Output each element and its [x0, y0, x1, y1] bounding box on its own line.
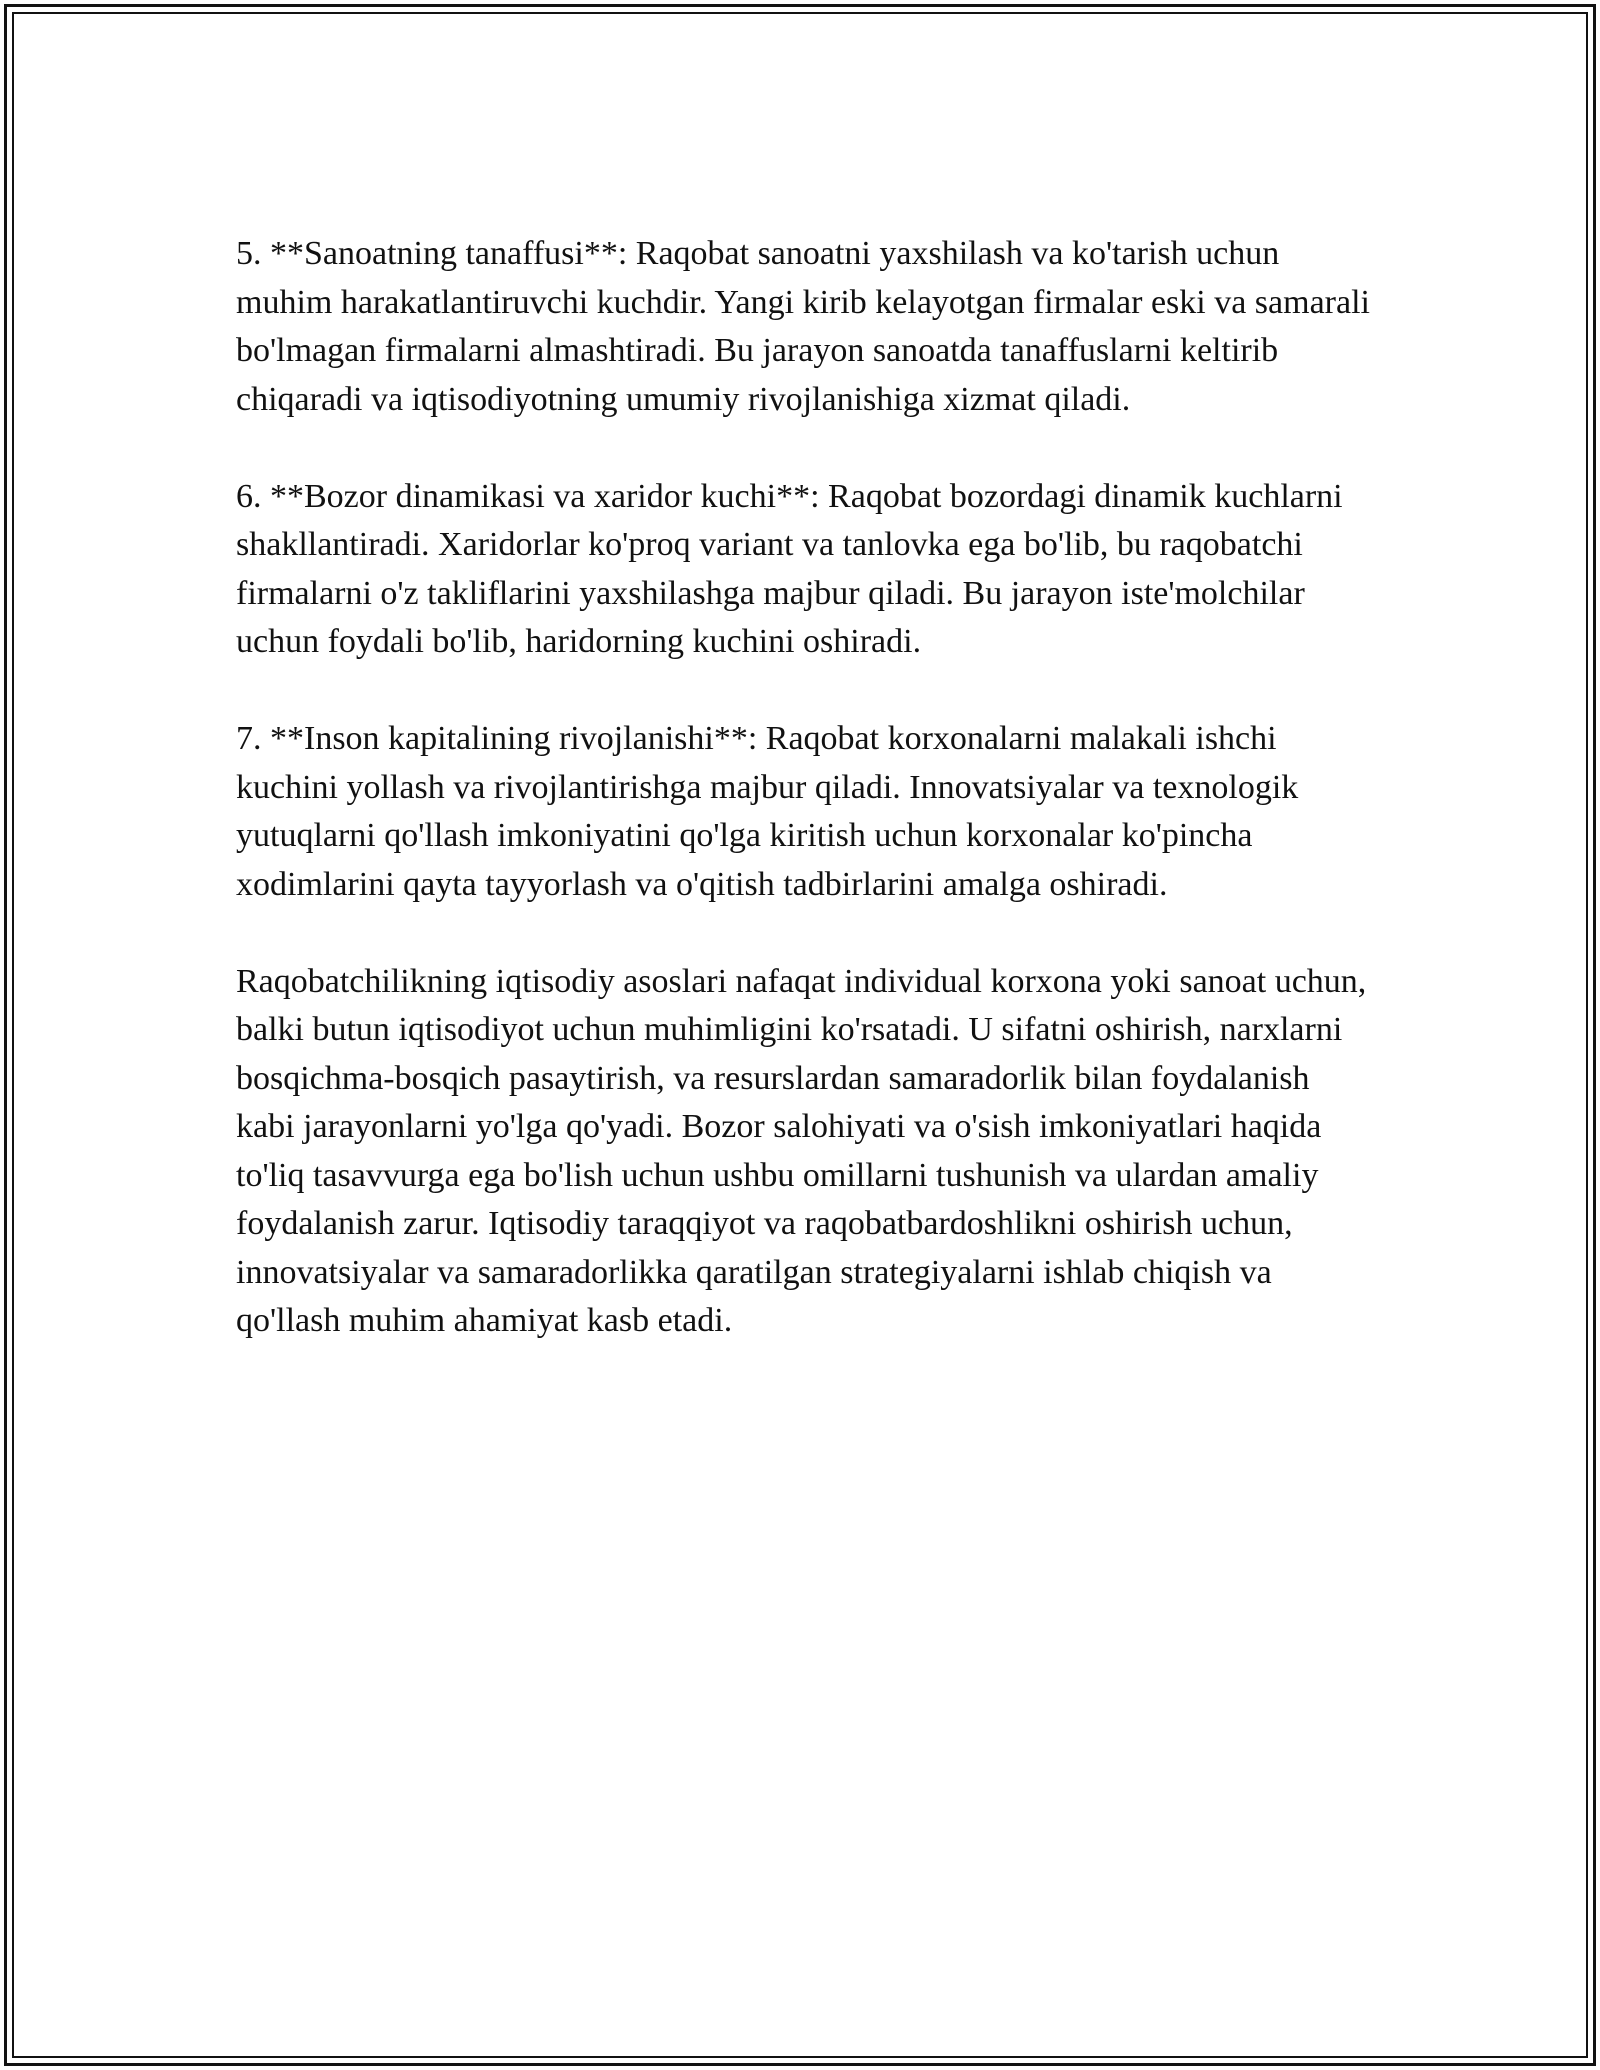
paragraph-inson-kapitali: 7. **Inson kapitalining rivojlanishi**: Raqobat korxonalarni malakali ishchi kuchini yollash va rivojlantirishga majbur qiladi. Innovatsiyalar va texnologik yutuqlarni qo'llash imkoniyatini qo'lga kiritish uchun korxonalar ko'pincha xodimlarini qayta tayyorlash va o'qitish tadbirlarini amalga oshiradi.	[236, 720, 1299, 903]
paragraph-bozor-dinamikasi: 6. **Bozor dinamikasi va xaridor kuchi**: Raqobat bozordagi dinamik kuchlarni shakllantiradi. Xaridorlar ko'proq variant va tanlovka ega bo'lib, bu raqobatchi firmalarni o'z takliflarini yaxshilashga majbur qiladi. Bu jarayon iste'molchilar uchun foydali bo'lib, haridorning kuchini oshiradi.	[236, 477, 1343, 660]
paragraph-sanoatning-tanaffusi: 5. **Sanoatning tanaffusi**: Raqobat sanoatni yaxshilash va ko'tarish uchun muhim harakatlantiruvchi kuchdir. Yangi kirib kelayotgan firmalar eski va samarali bo'lmagan firmalarni almashtiradi. Bu jarayon sanoatda tanaffuslarni keltirib chiqaradi va iqtisodiyotning umumiy rivojlanishiga xizmat qiladi.	[236, 235, 1370, 418]
document-body	[236, 230, 1376, 1346]
paragraph-conclusion: Raqobatchilikning iqtisodiy asoslari nafaqat individual korxona yoki sanoat uchun, balki butun iqtisodiyot uchun muhimligini ko'rsatadi. U sifatni oshirish, narxlarni bosqichma-bosqich pasaytirish, va resurslardan samaradorlik bilan foydalanish kabi jarayonlarni yo'lga qo'yadi. Bozor salohiyati va o'sish imkoniyatlari haqida to'liq tasavvurga ega bo'lish uchun ushbu omillarni tushunish va ulardan amaliy foydalanish zarur. Iqtisodiy taraqqiyot va raqobatbardoshlikni oshirish uchun, innovatsiyalar va samaradorlikka qaratilgan strategiyalarni ishlab chiqish va qo'llash muhim ahamiyat kasb etadi.	[236, 962, 1367, 1339]
